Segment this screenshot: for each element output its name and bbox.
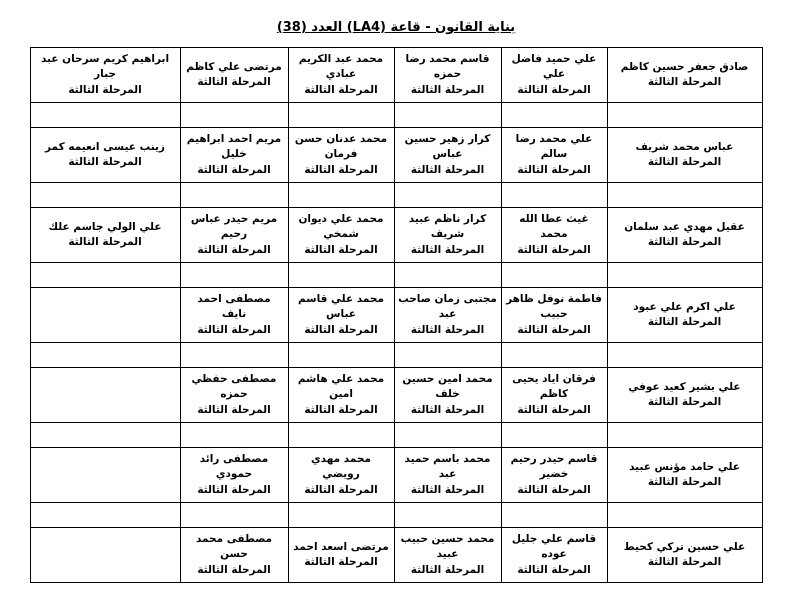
student-cell	[394, 128, 501, 183]
stage-label: المرحلة الثالثة	[517, 243, 591, 256]
page-title-text: بناية القانون - قاعة (LA4) العدد (38)	[276, 20, 516, 35]
student-name: مجتبى زمان صاحب عبد	[398, 293, 497, 321]
table-row-names	[30, 528, 762, 583]
student-cell	[607, 448, 762, 503]
stage-label: المرحلة الثالثة	[647, 156, 722, 168]
spacer-cell	[394, 183, 501, 208]
student-cell	[394, 48, 501, 103]
student-name: قاسم محمد رضا حمزه	[405, 53, 490, 81]
stage-label: المرحلة الثالثة	[304, 243, 378, 256]
spacer-cell	[180, 263, 288, 288]
student-cell	[288, 288, 394, 343]
student-name: محمد علي ديوان شمخي	[298, 213, 384, 241]
spacer-cell	[394, 343, 501, 368]
spacer-cell	[501, 103, 607, 128]
spacer-cell	[607, 103, 762, 128]
spacer-cell	[501, 263, 607, 288]
stage-label: المرحلة الثالثة	[68, 83, 142, 96]
student-name: مرتضى اسعد احمد	[293, 540, 389, 553]
spacer-cell	[394, 263, 501, 288]
stage-label: المرحلة الثالثة	[197, 163, 271, 176]
student-name: محمد عدنان حسن فرمان	[294, 133, 388, 161]
student-name: فاطمة نوفل ظاهر حبيب	[506, 293, 602, 321]
stage-label: المرحلة الثالثة	[647, 316, 722, 328]
spacer-cell	[501, 343, 607, 368]
spacer-cell	[501, 183, 607, 208]
student-name: علي اكرم علي عبود	[633, 300, 736, 313]
stage-label: المرحلة الثالثة	[517, 403, 591, 416]
student-name: مصطفى حفظي حمزه	[191, 373, 277, 401]
stage-label: المرحلة الثالثة	[197, 243, 271, 256]
empty-cell	[30, 448, 180, 503]
stage-label: المرحلة الثالثة	[197, 403, 271, 416]
student-name: قاسم علي جليل عوده	[511, 533, 597, 561]
spacer-cell	[501, 423, 607, 448]
empty-cell	[30, 528, 180, 583]
stage-label: المرحلة الثالثة	[304, 323, 378, 336]
table-row-names	[30, 288, 762, 343]
student-cell	[501, 128, 607, 183]
spacer-cell	[30, 183, 180, 208]
student-name: محمد علي قاسم عباس	[298, 293, 384, 321]
student-name: محمد عبد الكريم عبادي	[298, 53, 384, 81]
student-name: محمد امين حسين خلف	[402, 373, 493, 401]
spacer-cell	[30, 103, 180, 128]
student-name: محمد مهدي رويضي	[311, 453, 371, 481]
stage-label: المرحلة الثالثة	[68, 156, 142, 168]
spacer-cell	[394, 503, 501, 528]
student-name: عقيل مهدي عبد سلمان	[624, 220, 745, 233]
stage-label: المرحلة الثالثة	[304, 556, 378, 568]
student-name: علي بشير كعيد عوفي	[628, 380, 741, 393]
stage-label: المرحلة الثالثة	[197, 76, 271, 88]
student-name: كرار زهير حسين عباس	[404, 133, 491, 161]
student-cell	[180, 368, 288, 423]
stage-label: المرحلة الثالثة	[647, 556, 722, 568]
table-row-spacer	[30, 343, 762, 368]
empty-cell	[30, 288, 180, 343]
table-row-spacer	[30, 263, 762, 288]
student-cell	[394, 528, 501, 583]
student-cell	[394, 368, 501, 423]
stage-label: المرحلة الثالثة	[304, 403, 378, 416]
stage-label: المرحلة الثالثة	[410, 563, 485, 576]
student-cell	[30, 48, 180, 103]
stage-label: المرحلة الثالثة	[68, 236, 142, 248]
student-name: زينب عيسى انعيمه كمر	[45, 140, 165, 153]
stage-label: المرحلة الثالثة	[410, 403, 485, 416]
spacer-cell	[607, 343, 762, 368]
student-cell	[288, 448, 394, 503]
stage-label: المرحلة الثالثة	[647, 396, 722, 408]
table-row-names	[30, 208, 762, 263]
student-name: مريم احمد ابراهيم خليل	[186, 133, 282, 161]
student-name: مصطفى رائد حمودي	[199, 453, 269, 481]
student-name: علي حسين تركي كحيط	[623, 540, 746, 553]
student-cell	[607, 48, 762, 103]
page-title	[0, 0, 792, 47]
stage-label: المرحلة الثالثة	[410, 163, 485, 176]
student-cell	[180, 528, 288, 583]
student-cell	[607, 368, 762, 423]
stage-label: المرحلة الثالثة	[197, 563, 271, 576]
spacer-cell	[607, 503, 762, 528]
spacer-cell	[180, 423, 288, 448]
spacer-cell	[180, 343, 288, 368]
student-cell	[607, 288, 762, 343]
student-cell	[607, 208, 762, 263]
student-cell	[501, 48, 607, 103]
student-cell	[394, 208, 501, 263]
spacer-cell	[30, 503, 180, 528]
student-name: مريم حيدر عباس رحيم	[190, 213, 278, 241]
spacer-cell	[288, 183, 394, 208]
spacer-cell	[288, 263, 394, 288]
stage-label: المرحلة الثالثة	[517, 163, 591, 176]
student-name: ابراهيم كريم سرحان عبد جبار	[40, 53, 170, 81]
spacer-cell	[607, 423, 762, 448]
student-cell	[288, 208, 394, 263]
table-row-names	[30, 448, 762, 503]
student-cell	[288, 528, 394, 583]
student-name: قاسم حيدر رحيم خضير	[510, 453, 598, 481]
spacer-cell	[394, 423, 501, 448]
stage-label: المرحلة الثالثة	[197, 323, 271, 336]
student-cell	[501, 288, 607, 343]
student-cell	[30, 128, 180, 183]
student-name: غيث عطا الله محمد	[519, 213, 589, 241]
student-name: عباس محمد شريف	[635, 140, 734, 153]
student-cell	[180, 448, 288, 503]
student-cell	[607, 528, 762, 583]
student-name: مصطفى محمد حسن	[195, 533, 273, 561]
student-name: مصطفى احمد نايف	[197, 293, 271, 321]
table-row-names	[30, 368, 762, 423]
stage-label: المرحلة الثالثة	[197, 483, 271, 496]
spacer-cell	[607, 183, 762, 208]
stage-label: المرحلة الثالثة	[647, 76, 722, 88]
table-row-spacer	[30, 423, 762, 448]
student-cell	[501, 528, 607, 583]
student-cell	[30, 208, 180, 263]
stage-label: المرحلة الثالثة	[304, 83, 378, 96]
student-cell	[288, 368, 394, 423]
spacer-cell	[180, 183, 288, 208]
student-name: علي حامد مؤنس عبيد	[629, 460, 740, 473]
stage-label: المرحلة الثالثة	[410, 483, 485, 496]
empty-cell	[30, 368, 180, 423]
student-cell	[288, 128, 394, 183]
stage-label: المرحلة الثالثة	[517, 323, 591, 336]
spacer-cell	[288, 423, 394, 448]
spacer-cell	[394, 103, 501, 128]
student-cell	[288, 48, 394, 103]
student-name: مرتضى علي كاظم	[186, 60, 282, 73]
spacer-cell	[30, 263, 180, 288]
table-row-spacer	[30, 183, 762, 208]
student-cell	[180, 288, 288, 343]
spacer-cell	[501, 503, 607, 528]
stage-label: المرحلة الثالثة	[304, 163, 378, 176]
spacer-cell	[607, 263, 762, 288]
seating-table	[30, 47, 763, 583]
student-name: محمد علي هاشم امين	[297, 373, 385, 401]
spacer-cell	[288, 103, 394, 128]
student-cell	[180, 48, 288, 103]
student-cell	[394, 448, 501, 503]
table-row-spacer	[30, 103, 762, 128]
student-cell	[501, 208, 607, 263]
stage-label: المرحلة الثالثة	[517, 483, 591, 496]
student-cell	[180, 208, 288, 263]
stage-label: المرحلة الثالثة	[517, 563, 591, 576]
student-name: علي الولي جاسم علك	[48, 220, 162, 233]
student-name: محمد حسين حبيب عبيد	[400, 533, 495, 561]
spacer-cell	[288, 343, 394, 368]
student-name: فرقان اياد يحيى كاظم	[512, 373, 596, 401]
student-cell	[180, 128, 288, 183]
table-row-spacer	[30, 503, 762, 528]
stage-label: المرحلة الثالثة	[410, 243, 485, 256]
stage-label: المرحلة الثالثة	[517, 83, 591, 96]
table-row-names	[30, 48, 762, 103]
student-cell	[501, 448, 607, 503]
student-cell	[394, 288, 501, 343]
student-cell	[607, 128, 762, 183]
stage-label: المرحلة الثالثة	[410, 323, 485, 336]
student-name: علي محمد رضا سالم	[515, 133, 593, 161]
spacer-cell	[180, 503, 288, 528]
student-name: كرار ناظم عبيد شريف	[408, 213, 487, 241]
student-cell	[501, 368, 607, 423]
student-name: علي حميد فاضل علي	[511, 53, 597, 81]
stage-label: المرحلة الثالثة	[304, 483, 378, 496]
spacer-cell	[288, 503, 394, 528]
spacer-cell	[30, 423, 180, 448]
spacer-cell	[30, 343, 180, 368]
stage-label: المرحلة الثالثة	[647, 476, 722, 488]
student-name: محمد باسم حميد عبد	[404, 453, 491, 481]
table-row-names	[30, 128, 762, 183]
stage-label: المرحلة الثالثة	[647, 236, 722, 248]
stage-label: المرحلة الثالثة	[410, 83, 485, 96]
spacer-cell	[180, 103, 288, 128]
student-name: صادق جعفر حسين كاظم	[620, 60, 749, 73]
seating-table-body	[30, 48, 762, 583]
